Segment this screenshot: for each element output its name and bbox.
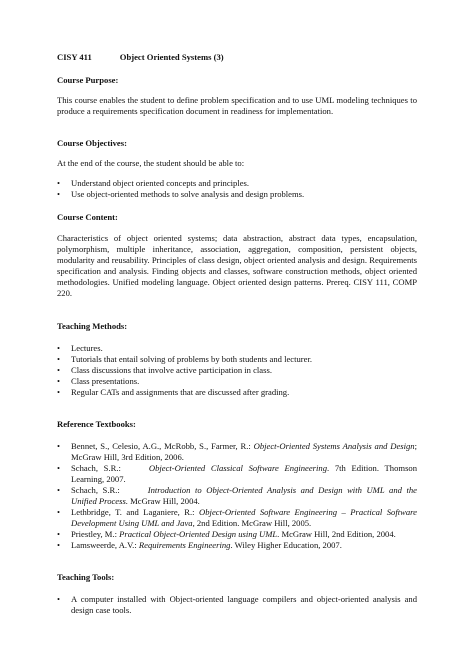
bullet-icon: • [57,529,61,539]
list-item [57,507,417,529]
textbook-authors: Lethbridge, T. and Laganiere, R.: [71,507,195,517]
course-name: Object Oriented Systems (3) [119,52,224,62]
textbook-title: Object-Oriented Systems Analysis and Design [253,441,415,451]
bullet-icon: • [57,594,61,604]
bullet-icon: • [57,365,61,375]
purpose-heading: Course Purpose: [57,75,119,85]
textbooks-heading: Reference Textbooks: [57,419,136,429]
objectives-heading: Course Objectives: [57,138,127,148]
textbooks-list [57,441,417,551]
textbook-authors: Schach, S.R.: [71,463,121,473]
textbook-details: McGraw Hill, 2004. [127,496,200,506]
textbook-details: . 7th Edition. Thomson Learning, 2007. [71,463,418,484]
textbook-details: . Wiley Higher Education, 2007. [230,540,342,550]
list-item [57,540,417,551]
bullet-icon: • [57,376,61,386]
list-item: • A computer installed with Object-oriented language compilers and object-oriented analysis and design case tools. [57,594,417,615]
list-item [57,529,417,540]
list-item: • Use object-oriented methods to solve analysis and design problems. [57,189,305,199]
content-text: Characteristics of object oriented systems; data abstraction, abstract data types, encapsulation, polymorphism, multiple inheritance, association, aggregation, composition, persistent objects, modularity and reusability. Principles of class design, object oriented analysis and design. Requirements specification and analysis. Finding objects and classes, software construction methods, object oriented methodologies. Unified modeling language. Object oriented design patterns. Prereq. CISY 111, COMP 220. [57,233,417,298]
bullet-icon: • [57,343,61,353]
list-item: • Lectures. [57,343,103,353]
list-item: • Class presentations. [57,376,140,386]
bullet-icon: • [57,178,61,188]
objectives-intro: At the end of the course, the student should be able to: [57,158,245,168]
list-item: • Regular CATs and assignments that are discussed after grading. [57,387,290,397]
tools-heading: Teaching Tools: [57,572,115,582]
list-item [57,463,417,485]
list-item [57,441,417,463]
document-page [57,52,417,616]
textbook-authors: Schach, S.R.: [71,485,120,495]
list-item: • Class discussions that involve active participation in class. [57,365,272,375]
list-item [57,485,417,507]
textbook-authors: Priestley, M.: [71,529,117,539]
bullet-icon: • [57,387,61,397]
textbook-title: Introduction to Object-Oriented Analysis and Design with UML and the Unified Process. [71,485,417,506]
content-heading: Course Content: [57,212,118,222]
list-item: • Understand object oriented concepts and principles. [57,178,250,188]
bullet-icon: • [57,463,61,473]
methods-heading: Teaching Methods: [57,321,128,331]
tools-list [57,594,417,616]
textbook-title: Practical Object-Oriented Design using UML [119,529,278,539]
bullet-icon: • [57,507,61,517]
bullet-icon: • [57,540,61,550]
bullet-icon: • [57,441,61,451]
textbook-authors: Bennet, S., Celesio, A.G., McRobb, S., Farmer, R.: [71,441,251,451]
textbook-details: , 2nd Edition. McGraw Hill, 2005. [192,518,312,528]
purpose-text: This course enables the student to define problem specification and to use UML modeling techniques to produce a requirements specification document in readiness for implementation. [57,95,417,116]
course-code: CISY 411 [57,52,92,62]
course-title [57,52,417,63]
bullet-icon: • [57,354,61,364]
bullet-icon: • [57,485,61,495]
textbook-title: Requirements Engineering [138,540,231,550]
list-item: • Tutorials that entail solving of problems by both students and lecturer. [57,354,312,364]
textbook-title: Object-Oriented Classical Software Engineering [148,463,328,473]
textbook-title: Object-Oriented Software Engineering – Practical Software Development Using UML and Java [71,507,417,528]
textbook-details: . McGraw Hill, 2nd Edition, 2004. [277,529,396,539]
textbook-authors: Lamsweerde, A.V.: [71,540,137,550]
textbook-details: ; McGraw Hill, 3rd Edition, 2006. [71,441,417,462]
objectives-list [57,178,417,200]
bullet-icon: • [57,189,61,199]
methods-list [57,343,417,398]
